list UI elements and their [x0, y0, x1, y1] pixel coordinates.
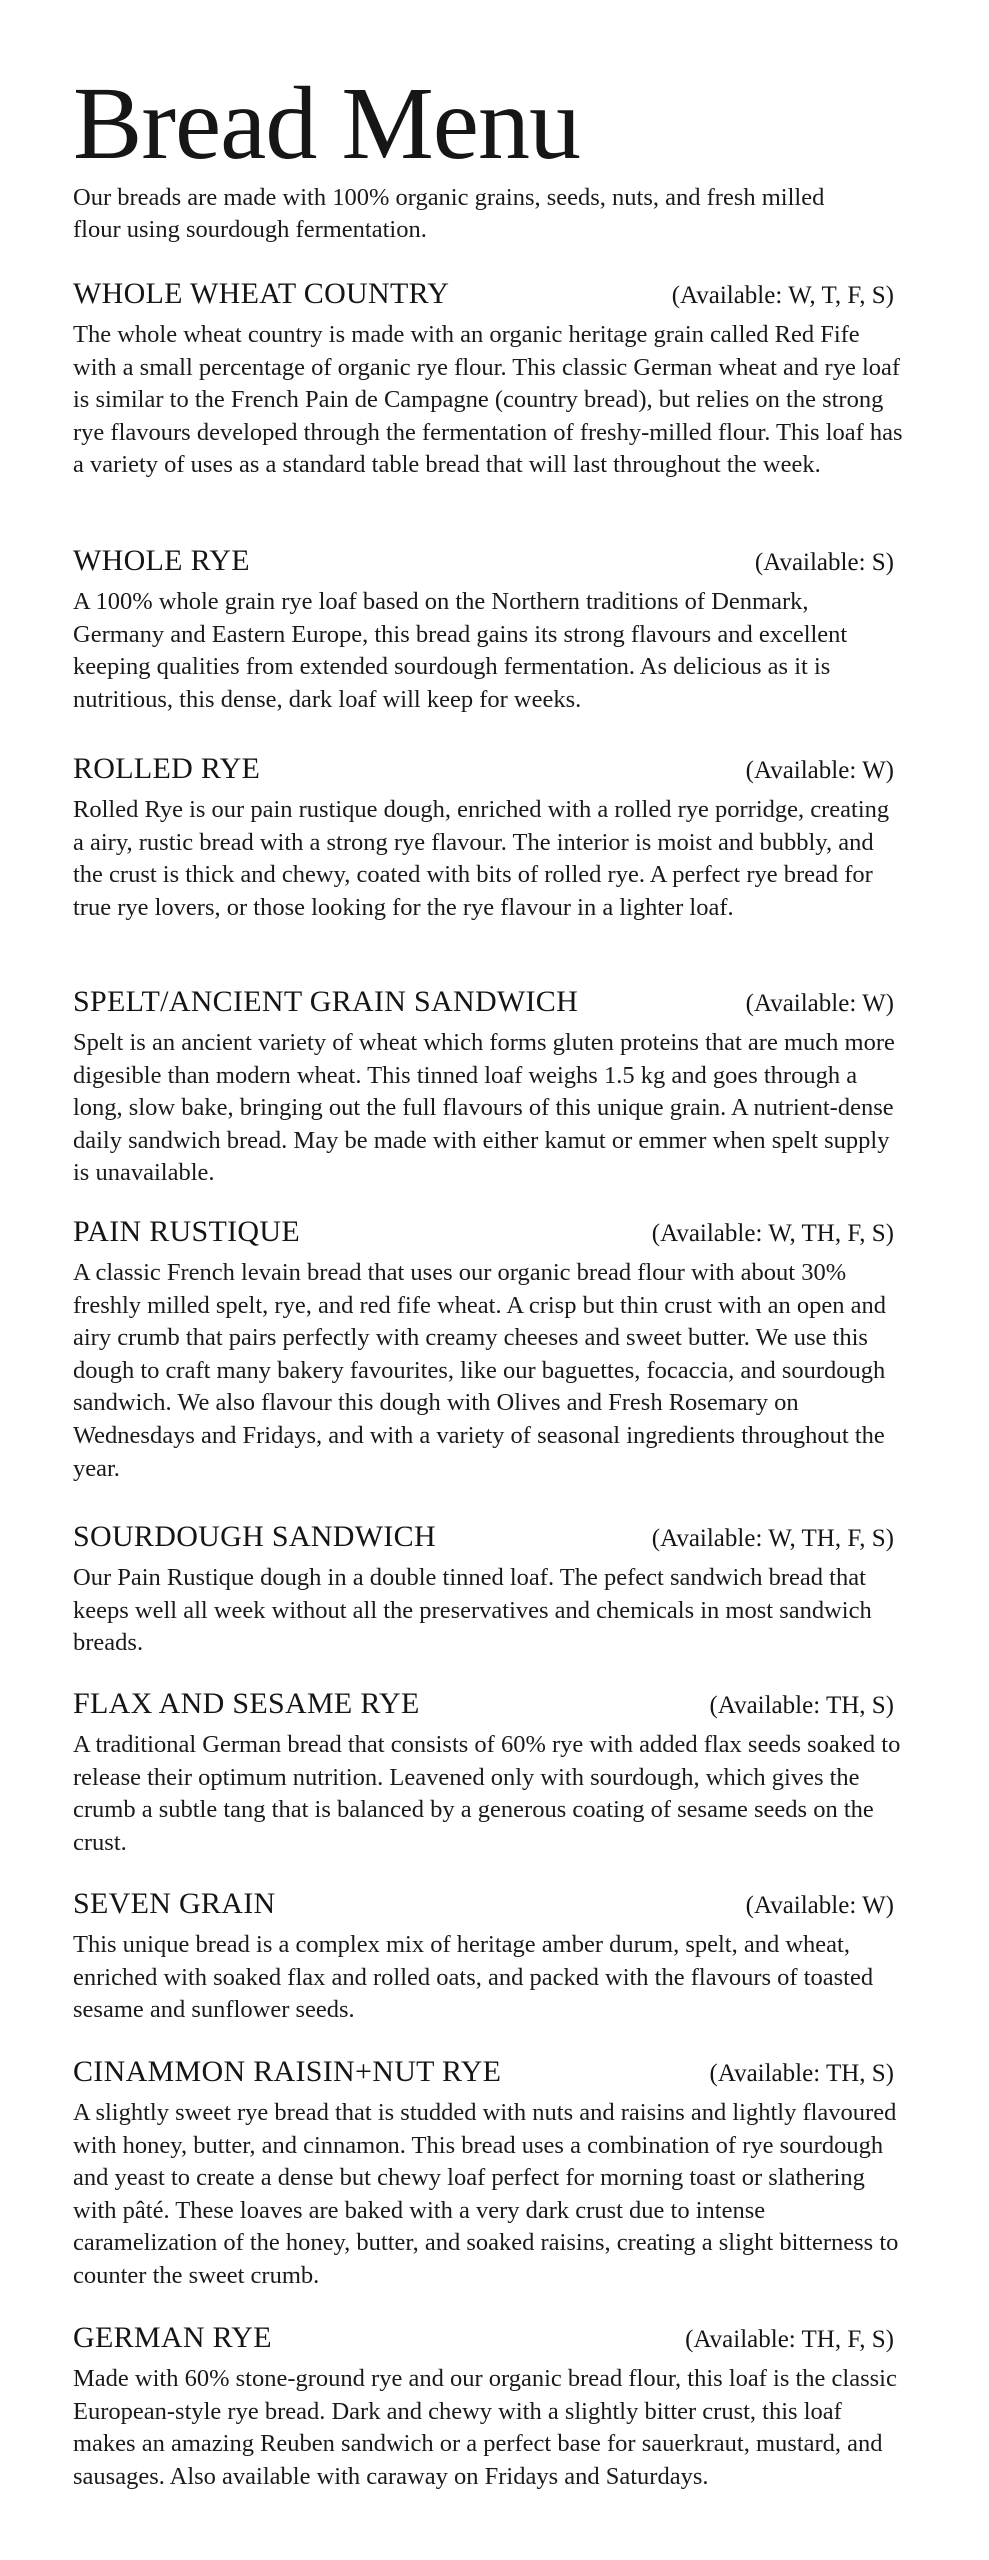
menu-page	[73, 66, 903, 2490]
menu-item-whole-rye	[73, 544, 903, 716]
menu-item-flax-and-sesame-rye	[73, 1687, 903, 1859]
menu-item-name: CINAMMON RAISIN+NUT RYE	[73, 2055, 502, 2088]
menu-item-name: SOURDOUGH SANDWICH	[73, 1520, 436, 1553]
menu-item-description: Rolled Rye is our pain rustique dough, enriched with a rolled rye porridge, creating a airy, rustic bread with a strong rye flavour. The interior is moist and bubbly, and the crust is thick and chewy, coated with bits of rolled rye. A perfect rye bread for true rye lovers, or those looking for the rye flavour in a lighter loaf.	[73, 796, 890, 921]
menu-item-name: GERMAN RYE	[73, 2321, 272, 2354]
menu-item-rolled-rye	[73, 752, 903, 924]
menu-item-header	[73, 1520, 903, 1560]
menu-item-name: FLAX AND SESAME RYE	[73, 1687, 420, 1720]
menu-item-name: SEVEN GRAIN	[73, 1887, 276, 1920]
menu-item-description: This unique bread is a complex mix of heritage amber durum, spelt, and wheat, enriched with soaked flax and rolled oats, and packed with the flavours of toasted sesame and sunflower seeds.	[73, 1931, 874, 2024]
menu-item-header	[73, 985, 903, 1025]
menu-item-availability: (Available: W, T, F, S)	[671, 282, 894, 309]
menu-item-whole-wheat-country	[73, 277, 903, 482]
menu-item-availability: (Available: S)	[754, 549, 894, 576]
menu-item-header	[73, 1215, 903, 1255]
menu-item-description: Our Pain Rustique dough in a double tinned loaf. The pefect sandwich bread that keeps well all week without all the preservatives and chemicals in most sandwich breads.	[73, 1564, 872, 1657]
menu-item-description: A slightly sweet rye bread that is studded with nuts and raisins and lightly flavoured with honey, butter, and cinnamon. This bread uses a combination of rye sourdough and yeast to create a dense but chewy loaf perfect for morning toast or slathering with pâté. These loaves are baked with a very dark crust due to intense caramelization of the honey, butter, and soaked raisins, creating a slight bitterness to counter the sweet crumb.	[73, 2099, 899, 2289]
menu-item-sourdough-sandwich	[73, 1520, 903, 1660]
menu-item-availability: (Available: W)	[745, 1892, 894, 1919]
menu-item-availability: (Available: TH, F, S)	[685, 2326, 894, 2353]
menu-item-availability: (Available: W, TH, F, S)	[651, 1525, 894, 1552]
intro-text: Our breads are made with 100% organic grains, seeds, nuts, and fresh milled flour using sourdough fermentation.	[73, 184, 825, 243]
menu-item-header	[73, 1887, 903, 1927]
menu-item-name: SPELT/ANCIENT GRAIN SANDWICH	[73, 985, 579, 1018]
menu-item-description: Made with 60% stone-ground rye and our organic bread flour, this loaf is the classic European-style rye bread. Dark and chewy with a slightly bitter crust, this loaf makes an amazing Reuben sandwich or a perfect base for sauerkraut, mustard, and sausages. Also available with caraway on Fridays and Saturdays.	[73, 2365, 897, 2490]
menu-item-header	[73, 2321, 903, 2361]
menu-item-description: The whole wheat country is made with an organic heritage grain called Red Fife with a small percentage of organic rye flour. This classic German wheat and rye loaf is similar to the French Pain de Campagne (country bread), but relies on the strong rye flavours developed through the fermentation of freshy-milled flour. This loaf has a variety of uses as a standard table bread that will last throughout the week.	[73, 321, 903, 479]
menu-item-header	[73, 277, 903, 317]
menu-item-availability: (Available: W)	[745, 757, 894, 784]
menu-item-cinammon-raisin-nut-rye	[73, 2055, 903, 2293]
menu-item-name: WHOLE WHEAT COUNTRY	[73, 277, 450, 310]
page-title: Bread Menu	[73, 66, 580, 181]
menu-item-name: WHOLE RYE	[73, 544, 250, 577]
menu-item-header	[73, 544, 903, 584]
menu-item-description: A traditional German bread that consists of 60% rye with added flax seeds soaked to release their optimum nutrition. Leavened only with sourdough, which gives the crumb a subtle tang that is balanced by a generous coating of sesame seeds on the crust.	[73, 1731, 901, 1856]
menu-item-header	[73, 2055, 903, 2095]
menu-item-german-rye	[73, 2321, 903, 2493]
menu-item-description: A classic French levain bread that uses our organic bread flour with about 30% freshly milled spelt, rye, and red fife wheat. A crisp but thin crust with an open and airy crumb that pairs perfectly with creamy cheeses and sweet butter. We use this dough to craft many bakery favourites, like our baguettes, focaccia, and sourdough sandwich. We also flavour this dough with Olives and Fresh Rosemary on Wednesdays and Fridays, and with a variety of seasonal ingredients throughout the year.	[73, 1259, 887, 1482]
menu-item-description: Spelt is an ancient variety of wheat which forms gluten proteins that are much more digesible than modern wheat. This tinned loaf weighs 1.5 kg and goes through a long, slow bake, bringing out the full flavours of this unique grain. A nutrient-dense daily sandwich bread. May be made with either kamut or emmer when spelt supply is unavailable.	[73, 1029, 895, 1187]
menu-item-availability: (Available: TH, S)	[709, 1692, 894, 1719]
menu-item-name: PAIN RUSTIQUE	[73, 1215, 300, 1248]
menu-item-availability: (Available: W, TH, F, S)	[651, 1220, 894, 1247]
menu-item-availability: (Available: TH, S)	[709, 2060, 894, 2087]
menu-item-header	[73, 752, 903, 792]
menu-item-availability: (Available: W)	[745, 990, 894, 1017]
menu-item-header	[73, 1687, 903, 1727]
menu-item-name: ROLLED RYE	[73, 752, 261, 785]
menu-item-seven-grain	[73, 1887, 903, 2027]
menu-item-pain-rustique	[73, 1215, 903, 1485]
menu-item-description: A 100% whole grain rye loaf based on the Northern traditions of Denmark, Germany and Eastern Europe, this bread gains its strong flavours and excellent keeping qualities from extended sourdough fermentation. As delicious as it is nutritious, this dense, dark loaf will keep for weeks.	[73, 588, 848, 713]
menu-item-spelt-ancient-grain-sandwich	[73, 985, 903, 1190]
